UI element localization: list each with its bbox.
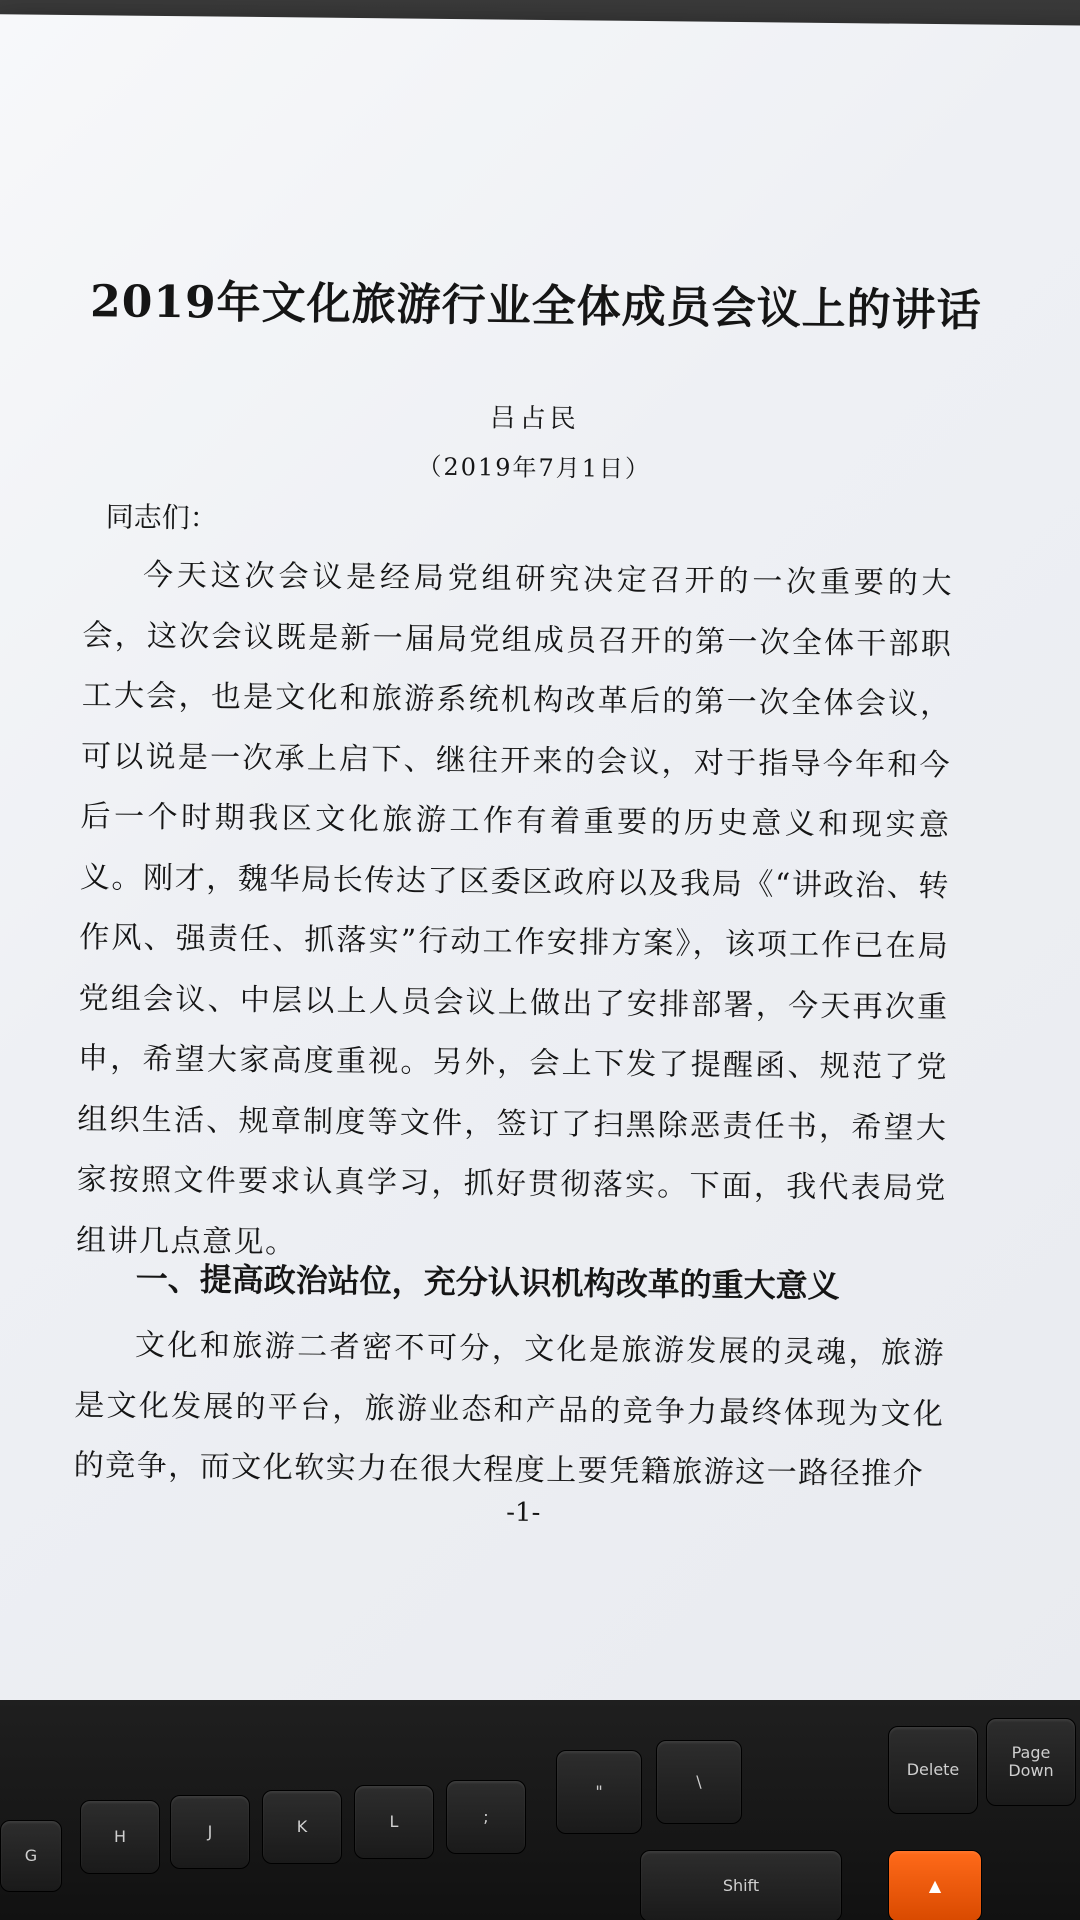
document-date: （2019年7月1日） <box>417 452 652 484</box>
document-author: 吕占民 <box>489 403 580 435</box>
key-l: L <box>354 1785 434 1859</box>
key-shift: Shift <box>640 1850 842 1920</box>
keyboard <box>0 1700 1080 1920</box>
key-delete: Delete <box>888 1726 978 1814</box>
key-k: K <box>262 1790 342 1864</box>
key-g: G <box>0 1820 62 1892</box>
document <box>0 14 1079 1725</box>
paragraph-2: 文化和旅游二者密不可分，文化是旅游发展的灵魂，旅游是文化发展的平台，旅游业态和产品的竞争力最终体现为文化的竞争，而文化软实力在很大程度上要凭籍旅游这一路径推介 <box>73 1327 946 1493</box>
key-arrow-up-icon: ▲ <box>888 1850 982 1920</box>
document-title: 2019年文化旅游行业全体成员会议上的讲话 <box>89 276 982 337</box>
key-semicolon: ; <box>446 1780 526 1854</box>
key-quote: " <box>556 1750 642 1834</box>
key-j: J <box>170 1795 250 1869</box>
salutation: 同志们： <box>105 500 218 535</box>
paper-sheet <box>0 14 1080 1726</box>
key-backslash: \ <box>656 1740 742 1824</box>
section-heading-1: 一、提高政治站位，充分认识机构改革的重大意义 <box>135 1259 840 1306</box>
page-number: -1- <box>506 1497 541 1528</box>
key-page-down: Page Down <box>986 1718 1076 1806</box>
key-h: H <box>80 1800 160 1874</box>
paragraph-1: 今天这次会议是经局党组研究决定召开的一次重要的大会，这次会议既是新一届局党组成员召开的第一次全体干部职工大会，也是文化和旅游系统机构改革后的第一次全体会议，可以说是一次承上启下、继往开来的会议，对于指导今年和今后一个时期我区文化旅游工作有着重要的历史意义和现实意义。刚才，魏华局长传达了区委区政府以及我局《“讲政治、转作风、强责任、抓落实”行动工作安排方案》，该项工作已在局党组会议、中层以上人员会议上做出了安排部署，今天再次重申，希望大家高度重视。另外，会上下发了提醒函、规范了党组织生活、规章制度等文件，签订了扫黑除恶责任书，希望大家按照文件要求认真学习，抓好贯彻落实。下面，我代表局党组讲几点意见。 <box>75 557 954 1260</box>
